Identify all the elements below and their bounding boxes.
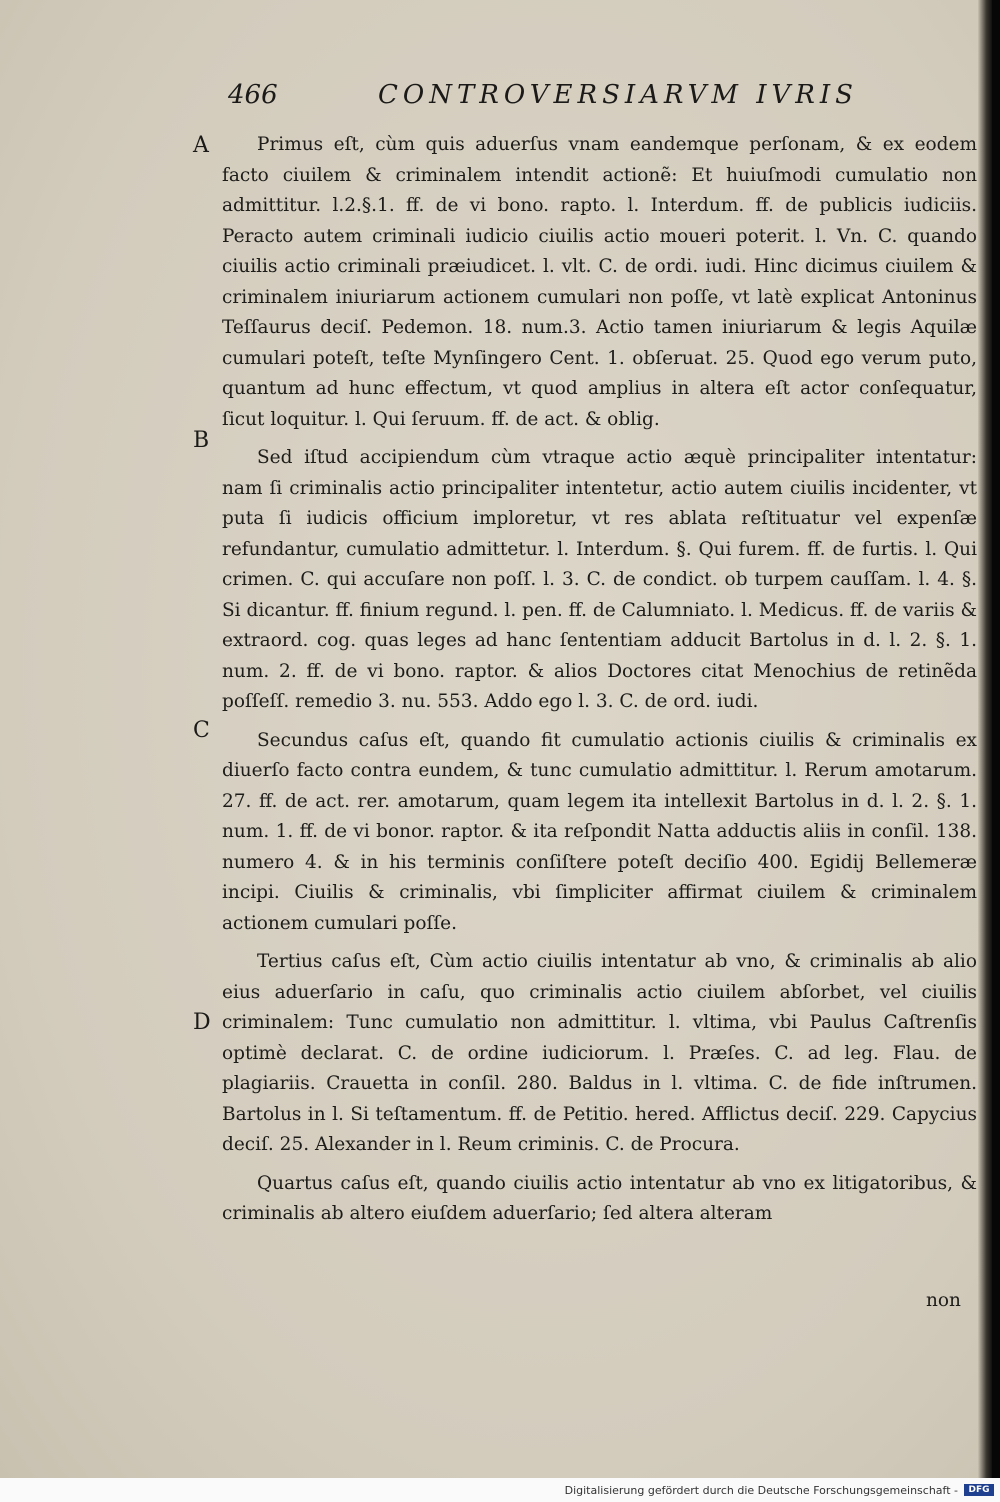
margin-letter-c: C [193, 718, 210, 743]
catchword: non [926, 1290, 961, 1311]
dfg-logo-icon: DFG [964, 1484, 994, 1496]
page-header [0, 80, 992, 120]
paragraph-secundus: Secundus caſus eſt, quando fit cumulatio actionis ciuilis & criminalis ex diuerſo facto contra eundem, & tunc cumulatio admittitur. l. Rerum amotarum. 27. ff. de act. rer. amotarum, quam legem ita intellexit Bartolus in d. l. 2. §. 1. num. 1. ff. de vi bonor. raptor. & ita reſpondit Natta adductis aliis in conſil. 138. numero 4. & in his terminis conſiſtere poteſt deciſio 400. Egidij Bellemeræ incipi. Ciuilis & criminalis, vbi ſimpliciter affirmat ciuilem & criminalem actionem cumulari poſſe. [222, 729, 977, 934]
digitization-footer [0, 1478, 1000, 1502]
footer-credit: Digitalisierung gefördert durch die Deutsche Forschungsgemeinschaft - [564, 1484, 958, 1497]
paragraph-quartus: Quartus caſus eſt, quando ciuilis actio intentatur ab vno ex litigatoribus, & criminalis ab altero eiuſdem aduerſario; ſed altera alteram [222, 1172, 977, 1224]
margin-letter-a: A [193, 133, 209, 158]
margin-letter-b: B [193, 428, 210, 453]
paragraph-tertius: Tertius caſus eſt, Cùm actio ciuilis intentatur ab vno, & criminalis ab alio eius aduerſario in caſu, quo criminalis actio ciuilem abſorbet, vel ciuilis criminalem: Tunc cumulatio non admittitur. l. vltima, vbi Paulus Caſtrenſis optimè declarat. C. de ordine iudiciorum. l. Præſes. C. ad leg. Flau. de plagiariis. Crauetta in conſil. 280. Baldus in l. vltima. C. de fide inſtrumen. Bartolus in l. Si teſtamentum. ff. de Petitio. hered. Afflictus deciſ. 229. Capycius deciſ. 25. Alexander in l. Reum criminis. C. de Procura. [222, 951, 977, 1155]
paragraph-primus: Primus eſt, cùm quis aduerſus vnam eandemque perſonam, & ex eodem facto ciuilem & criminalem intendit actionẽ: Et huiuſmodi cumulatio non admittitur. l.2.§.1. ff. de vi bono. rapto. l. Interdum. ff. de publicis iudiciis. Peracto autem criminali iudicio ciuilis actio moueri poterit. l. Vn. C. quando ciuilis actio criminali præiudicet. l. vlt. C. de ordi. iudi. Hinc dicimus ciuilem & criminalem iniuriarum actionem cumulari non poſſe, vt latè explicat Antoninus Teſſaurus deciſ. Pedemon. 18. num.3. Actio tamen iniuriarum & legis Aquilæ cumulari poteſt, teſte Mynſingero Cent. 1. obſeruat. 25. Quod ego verum puto, quantum ad hunc effectum, vt quod amplius in altera eſt actor conſequatur, ſicut loquitur. l. Qui ſeruum. ff. de act. & oblig. [222, 134, 977, 430]
paragraph-sed-istud: Sed iſtud accipiendum cùm vtraque actio æquè principaliter intentatur: nam ſi criminalis actio principaliter intentetur, actio autem ciuilis incidenter, vt puta ſi iudicis officium imploretur, vt res ablata reſtituatur vel expenſæ refundantur, cumulatio admittetur. l. Interdum. §. Qui furem. ff. de furtis. l. Qui crimen. C. qui accuſare non poſſ. l. 3. C. de condict. ob turpem cauſſam. l. 4. §. Si dicantur. ff. finium regund. l. pen. ff. de Calumniato. l. Medicus. ff. de variis & extraord. cog. quas leges ad hanc ſententiam adducit Bartolus in d. l. 2. §. 1. num. 2. ff. de vi bono. raptor. & alios Doctores citat Menochius de retinẽda poſſeſſ. remedio 3. nu. 553. Addo ego l. 3. C. de ord. iudi. [222, 447, 977, 712]
running-title: CONTROVERSIARVM IVRIS [378, 80, 858, 110]
body-text [222, 130, 977, 1238]
margin-letter-d: D [193, 1010, 211, 1035]
page-number: 466 [228, 80, 278, 110]
page-gutter-shadow [978, 0, 992, 1478]
